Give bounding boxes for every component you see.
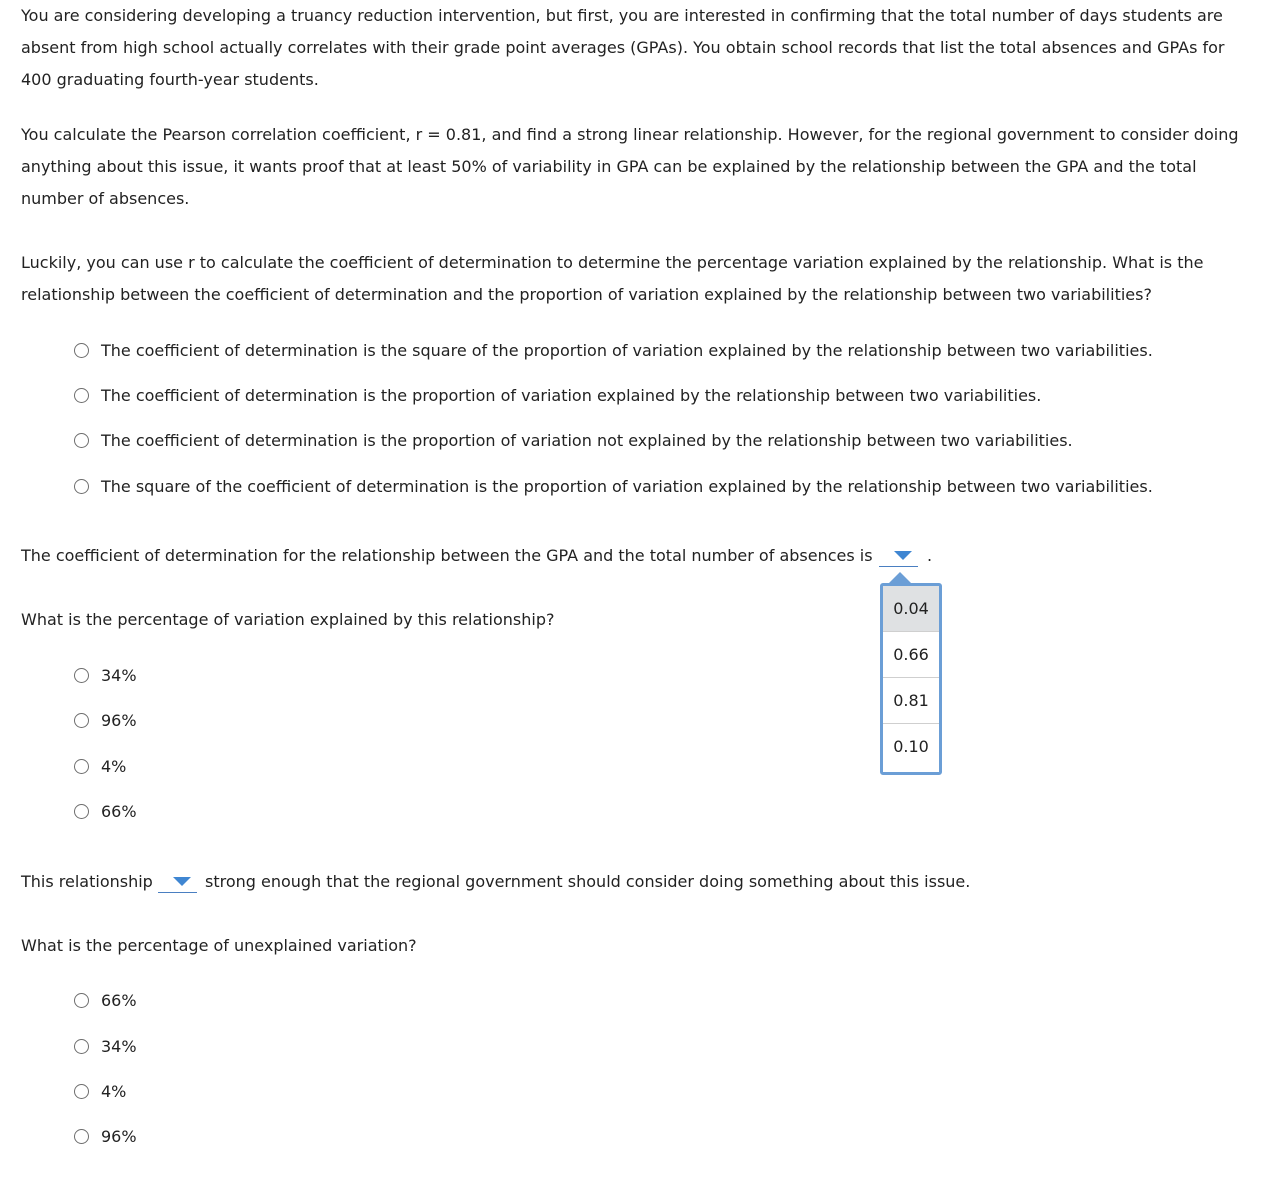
radio-button[interactable] bbox=[74, 1039, 89, 1054]
q1-option-1[interactable] bbox=[74, 338, 1153, 362]
radio-button[interactable] bbox=[74, 759, 89, 774]
q3-option-label: 96% bbox=[101, 1126, 137, 1146]
relationship-statement-start: This relationship bbox=[21, 872, 153, 891]
q2-option-label: 4% bbox=[101, 756, 127, 776]
radio-button[interactable] bbox=[74, 343, 89, 358]
q2-option-label: 66% bbox=[101, 801, 137, 821]
q2-option-1[interactable] bbox=[74, 663, 137, 687]
caret-down-icon bbox=[173, 877, 191, 886]
dropdown-option-0-10[interactable]: 0.10 bbox=[893, 737, 929, 756]
intro-paragraph-1: You are considering developing a truancy reduction intervention, but first, you are interested in confirming that the total number of days students are absent from high school actually correlates with their grade point averages (GPAs). You obtain school records that list the total absences and GPAs for 400 graduating fourth-year students. bbox=[21, 6, 1225, 89]
q3-option-1[interactable] bbox=[74, 988, 137, 1012]
dropdown-option-0-04[interactable]: 0.04 bbox=[883, 586, 939, 632]
relationship-statement-end: strong enough that the regional government should consider doing something about this issue. bbox=[205, 872, 971, 891]
q2-option-label: 34% bbox=[101, 665, 137, 685]
radio-button[interactable] bbox=[74, 804, 89, 819]
question-2-prompt: What is the percentage of variation explained by this relationship? bbox=[21, 610, 555, 629]
q3-option-label: 34% bbox=[101, 1036, 137, 1056]
q3-option-4[interactable] bbox=[74, 1124, 137, 1148]
q1-option-label: The coefficient of determination is the square of the proportion of variation explained by the relationship between two variabilities. bbox=[101, 340, 1153, 360]
q1-option-2[interactable] bbox=[74, 383, 1041, 407]
q3-option-label: 66% bbox=[101, 990, 137, 1010]
radio-button[interactable] bbox=[74, 388, 89, 403]
q2-option-4[interactable] bbox=[74, 799, 137, 823]
radio-button[interactable] bbox=[74, 1084, 89, 1099]
q3-option-label: 4% bbox=[101, 1081, 127, 1101]
q1-option-3[interactable] bbox=[74, 428, 1073, 452]
statement-period: . bbox=[927, 546, 933, 565]
dropdown-option-0-81[interactable]: 0.81 bbox=[883, 678, 939, 724]
dropdown-option-0-66[interactable]: 0.66 bbox=[883, 632, 939, 678]
intro-paragraph-3: Luckily, you can use r to calculate the coefficient of determination to determine the percentage variation explained by the relationship. What is the relationship between the coefficient of determination and the proportion of variation explained by the relationship between two variabilities? bbox=[21, 253, 1204, 304]
q2-option-3[interactable] bbox=[74, 754, 126, 778]
coefficient-dropdown-menu bbox=[880, 583, 942, 775]
radio-button[interactable] bbox=[74, 1129, 89, 1144]
q2-option-2[interactable] bbox=[74, 708, 137, 732]
radio-button[interactable] bbox=[74, 668, 89, 683]
relationship-dropdown[interactable] bbox=[158, 871, 197, 893]
q1-option-label: The coefficient of determination is the proportion of variation explained by the relationship between two variabilities. bbox=[101, 385, 1042, 405]
radio-button[interactable] bbox=[74, 713, 89, 728]
q1-option-label: The square of the coefficient of determination is the proportion of variation explained by the relationship between two variabilities. bbox=[101, 476, 1153, 496]
caret-down-icon bbox=[894, 551, 912, 560]
radio-button[interactable] bbox=[74, 479, 89, 494]
q3-option-2[interactable] bbox=[74, 1034, 137, 1058]
radio-button[interactable] bbox=[74, 993, 89, 1008]
q1-option-4[interactable] bbox=[74, 474, 1153, 498]
question-3-prompt: What is the percentage of unexplained variation? bbox=[21, 936, 417, 955]
coefficient-statement: The coefficient of determination for the relationship between the GPA and the total number of absences is bbox=[21, 546, 873, 565]
q1-option-label: The coefficient of determination is the proportion of variation not explained by the relationship between two variabilities. bbox=[101, 430, 1073, 450]
intro-paragraph-2: You calculate the Pearson correlation coefficient, r = 0.81, and find a strong linear relationship. However, for the regional government to consider doing anything about this issue, it wants proof that at least 50% of variability in GPA can be explained by the relationship between the GPA and the total number of absences. bbox=[21, 125, 1239, 208]
coefficient-dropdown[interactable] bbox=[879, 545, 918, 567]
q3-option-3[interactable] bbox=[74, 1079, 126, 1103]
radio-button[interactable] bbox=[74, 433, 89, 448]
menu-pointer-icon bbox=[889, 572, 911, 583]
q2-option-label: 96% bbox=[101, 710, 137, 730]
